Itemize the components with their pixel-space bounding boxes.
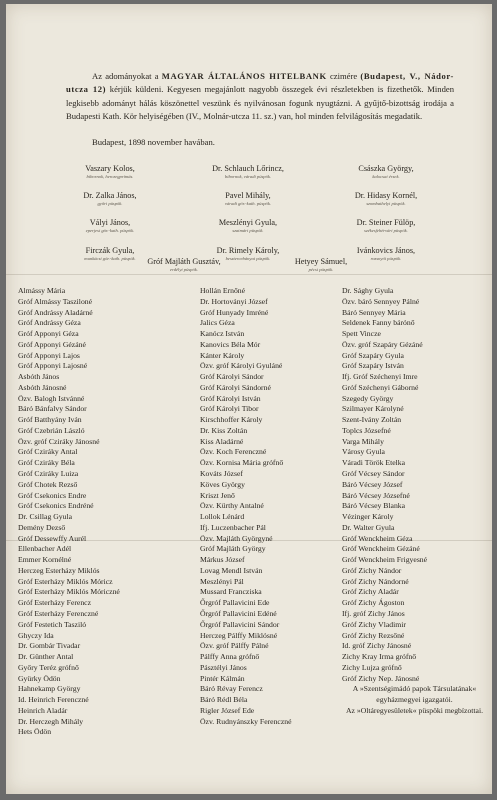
- donor-name: Mussard Francziska: [200, 587, 262, 597]
- donor-name: Gróf Esterházy Miklós Móricz: [18, 576, 113, 586]
- donor-name: Almássy Mária: [18, 286, 66, 295]
- signatory-name: Dr. Zalka János,: [83, 191, 137, 200]
- signatory-name: Pavel Mihály,: [225, 191, 271, 200]
- signatory-title: váradi gör.-kath. püspök.: [224, 201, 272, 206]
- donor-name: Gróf Károlyi Sándorné: [200, 382, 271, 392]
- donor-name: Özv. Kürthy Antalné: [200, 501, 264, 511]
- donor-name: Dr. Csillag Gyula: [18, 512, 73, 522]
- donor-name: Báró Vécsey Józsefné: [342, 490, 410, 500]
- donor-name: Dr. Gombár Tivadar: [18, 641, 81, 651]
- donor-name: Városy Gyula: [342, 447, 385, 457]
- signatory-title: bibornok, váradi püspök.: [224, 174, 272, 179]
- donor-name: Gyürky Ödön: [18, 673, 61, 683]
- donor-name: Özv. gróf Szapáry Gézáné: [342, 339, 423, 349]
- donor-name: Őrgróf Pallavicini Sándor: [200, 619, 280, 629]
- donor-name: Pásztélyi János: [200, 662, 247, 672]
- donor-name: Szent-Ivány Zoltán: [342, 415, 402, 425]
- donor-name: Varga Mihály: [342, 436, 384, 446]
- signatory-title: székesfehérvári püspök.: [364, 228, 408, 233]
- fold-crease: [6, 274, 492, 275]
- donor-name: Gróf Festetich Tasziló: [18, 619, 87, 629]
- signatory-title: besztercebányai püspök.: [225, 256, 271, 261]
- donor-name: Demény Dezső: [18, 522, 66, 532]
- donor-name: Kanovics Béla Mór: [200, 339, 261, 349]
- signatory: [40, 164, 180, 180]
- donor-name: Dr. Günther Antal: [18, 652, 74, 662]
- donor-name: Zichy Lujza grófnő: [342, 662, 402, 672]
- donor-name: Gróf Chotek Rezső: [18, 479, 78, 489]
- donor-name: Özv. gróf Cziráky Jánosné: [18, 436, 100, 446]
- donor-name: Gróf Wenckheim Gézáné: [342, 544, 420, 554]
- donor-name: Gróf Dessewffy Aurél: [18, 533, 87, 543]
- donor-name: Gróf Cziráky Béla: [18, 458, 75, 468]
- signatory: [40, 191, 180, 207]
- donor-name: Özv. Koch Ferenczné: [200, 447, 267, 457]
- donor-name: Gróf Esterházy Miklós Móriczné: [18, 587, 120, 597]
- donor-name: Ghyczy Ida: [18, 630, 54, 640]
- donor-name: Őrgróf Pallavicini Ede: [200, 598, 270, 608]
- donor-name: Gróf Károlyi István: [200, 393, 261, 403]
- signatory: [251, 257, 391, 273]
- donor-name: Kiss Aladárné: [200, 436, 244, 446]
- donor-name: Gróf Szapáry Gyula: [342, 350, 404, 360]
- donor-name: Herczeg Pálffy Miklósné: [200, 630, 278, 640]
- signatory-name: Firczák Gyula,: [85, 246, 135, 255]
- signatory-name: Hetyey Sámuel,: [294, 257, 348, 266]
- signatory-name: Meszlényi Gyula,: [218, 218, 278, 227]
- donor-name: Dr. Sághy Gyula: [342, 286, 394, 295]
- document-page: [6, 4, 492, 794]
- donor-name: Gróf Zichy Vladimir: [342, 619, 406, 629]
- donor-name: Gróf Zichy Nándorné: [342, 576, 409, 586]
- donor-name: Jalics Géza: [200, 318, 235, 328]
- donor-name: Gróf Batthyány Iván: [18, 415, 82, 425]
- signatory-title: kalocsai érsek.: [372, 174, 400, 179]
- bank-name: MAGYAR ÁLTALÁNOS HITELBANK: [161, 71, 327, 81]
- donor-name: Gróf Zichy Ágoston: [342, 598, 405, 608]
- signatory-title: pécsi püspök.: [308, 267, 334, 272]
- signatory: [178, 164, 318, 180]
- signatory-name: Császka György,: [358, 164, 414, 173]
- signatory-name: Dr. Hidasy Kornél,: [354, 191, 418, 200]
- donor-name: Gróf Majláth György: [200, 544, 266, 554]
- donor-name: Gróf Apponyi Géza: [18, 329, 79, 339]
- donor-name: Győry Teréz grófnő: [18, 662, 79, 672]
- donor-name: Szilmayer Károlyné: [342, 404, 404, 414]
- donor-name: Gróf Almássy Tasziloné: [18, 296, 93, 306]
- donor-name: Kováts József: [200, 469, 243, 479]
- donor-name: Gróf Esterházy Ferencz: [18, 598, 91, 608]
- donor-name: Gróf Czebrián László: [18, 425, 85, 435]
- donor-name: Gróf Wenckheim Géza: [342, 533, 413, 543]
- donor-name: Kriszt Jenő: [200, 490, 235, 500]
- signatory-title: szombathelyi püspök.: [366, 201, 406, 206]
- appeal-text: Az adományokat a: [92, 71, 159, 81]
- signatory: [316, 218, 456, 234]
- signatory: [178, 218, 318, 234]
- signatory-name: Gróf Majláth Gusztáv,: [147, 257, 221, 266]
- donor-name: Gróf Károlyi Sándor: [200, 372, 264, 382]
- donor-name: Gróf Cziráky Luiza: [18, 469, 79, 479]
- donor-name: Toplcs Józsefné: [342, 425, 391, 435]
- donor-name: Özv. gróf Pálffy Pálné: [200, 641, 269, 651]
- donor-name: Őrgróf Pallavicini Edéné: [200, 608, 277, 618]
- donor-name: Gróf Széchenyi Gáborné: [342, 382, 419, 392]
- donor-name: Kánter Károly: [200, 350, 245, 360]
- donor-name: Gróf Csekonics Endréné: [18, 501, 94, 511]
- signatory-name: Dr. Steiner Fülöp,: [356, 218, 416, 227]
- signatory-name: Dr. Rimely Károly,: [216, 246, 280, 255]
- donor-name: Asbóth János: [18, 372, 60, 382]
- donor-name: Báró Bánfalvy Sándor: [18, 404, 87, 414]
- signatory: [178, 191, 318, 207]
- donor-name: Gróf Apponyi Gézáné: [18, 339, 86, 349]
- donor-name: Gróf Zichy Rezsőné: [342, 630, 405, 640]
- donor-name: Dr. Herczegh Mihály: [18, 716, 84, 726]
- donor-name: Özv. Kornisa Mária grófnő: [200, 458, 284, 468]
- signatory: [114, 257, 254, 273]
- donor-name: Gróf Csekonics Endre: [18, 490, 87, 500]
- donor-name: Gróf Esterházy Ferenczné: [18, 608, 99, 618]
- signatory-name: Vaszary Kolos,: [85, 164, 135, 173]
- donor-name: Lovag Mendl István: [200, 565, 263, 575]
- donor-name: Spett Vincze: [342, 329, 381, 339]
- donor-column-3: [342, 286, 487, 717]
- donor-name: Özv. Rudnyánszky Ferenczné: [200, 716, 292, 726]
- donor-name: Gróf Apponyi Lajosné: [18, 361, 88, 371]
- donor-name: Hollán Ernőné: [200, 286, 246, 295]
- donor-name: Vézinger Károly: [342, 512, 394, 522]
- signatory: [316, 164, 456, 180]
- signatory-title: erdélyi püspök.: [170, 267, 198, 272]
- appeal-paragraph: [66, 70, 454, 124]
- donor-name: Ellenbacher Adél: [18, 544, 72, 554]
- donor-name: Báró Rédl Béla: [200, 695, 248, 705]
- donor-name: Köves György: [200, 479, 245, 489]
- donor-name: Özv. Majláth Györgyné: [200, 533, 273, 543]
- donor-name: Váradi Török Etelka: [342, 458, 406, 468]
- donor-name: Meszlényi Pál: [200, 576, 244, 586]
- signatory-title: rozsnyói püspök.: [370, 256, 402, 261]
- donor-name: Dr. Hortoványi József: [200, 296, 268, 306]
- donor-name: Ifj. gróf Zichy János: [342, 608, 405, 618]
- donor-name: Gróf Apponyi Lajos: [18, 350, 80, 360]
- donor-name: Báró Révay Ferencz: [200, 684, 263, 694]
- donor-name: Lollok Lénárd: [200, 512, 245, 522]
- donor-name: Gróf Andrássy Aladárné: [18, 307, 93, 317]
- signatory-title: munkácsi gör.-kath. püspök.: [84, 256, 136, 261]
- donor-name: Ifj. Gróf Széchenyi Imre: [342, 372, 418, 382]
- donor-name: Báró Sennyey Mária: [342, 307, 406, 317]
- donor-name: Dr. Walter Gyula: [342, 522, 395, 532]
- donor-column-1: [18, 286, 120, 738]
- donor-name: Gróf Szapáry István: [342, 361, 404, 371]
- donor-name: Gróf Zichy Aladár: [342, 587, 399, 597]
- donor-name: Özv. báró Sennyey Pálné: [342, 296, 420, 306]
- donor-name: Márkus József: [200, 555, 245, 565]
- appeal-text: czimére: [329, 71, 358, 81]
- donor-name: Özv. Balogh Istvánné: [18, 393, 85, 403]
- donor-name: Gróf Vécsey Sándor: [342, 469, 405, 479]
- donor-name: Gróf Zichy Nándor: [342, 565, 402, 575]
- donor-name: Szegedy György: [342, 393, 394, 403]
- donor-name: Herczeg Esterházy Miklós: [18, 565, 100, 575]
- donor-name: Heinrich Aladár: [18, 705, 68, 715]
- signatory-name: Ivánkovics János,: [356, 246, 416, 255]
- donor-name: Gróf Károlyi Tibor: [200, 404, 259, 414]
- appeal-date: Budapest, 1898 november havában.: [92, 137, 215, 147]
- donor-name: Gróf Hunyady Imréné: [200, 307, 269, 317]
- donor-name: Özv. gróf Károlyi Gyuláné: [200, 361, 283, 371]
- donor-name: Pintér Kálmán: [200, 673, 245, 683]
- signatory-title: eperjesi gör.-kath. püspök.: [85, 228, 135, 233]
- signatory: [316, 191, 456, 207]
- donor-name: Gróf Zichy Nep. Jánosné: [342, 673, 420, 683]
- donor-name: Kanócz István: [200, 329, 245, 339]
- donor-name: Asbóth Jánosné: [18, 382, 67, 392]
- donor-note: Az »Oltáregyesületek« püspöki megbízottai.: [345, 705, 484, 715]
- donor-name: Báró Vécsey Blanka: [342, 501, 406, 511]
- donor-name: Báró Vécsey József: [342, 479, 403, 489]
- donor-name: Kirschhoffer Károly: [200, 415, 263, 425]
- bank-address: (Budapest, V., Nádor-utcza 12): [66, 71, 454, 95]
- donor-name: Gróf Andrássy Géza: [18, 318, 81, 328]
- donor-name: Gróf Wenckheim Frigyesné: [342, 555, 428, 565]
- donor-name: Hets Ödön: [18, 727, 52, 737]
- donor-note: A »Szentségimádó papok Társulatának« egyházmegyei igazgatói.: [352, 684, 477, 705]
- signatory-title: győri püspök.: [97, 201, 123, 206]
- donor-name: Id. gróf Zichy Jánosné: [342, 641, 412, 651]
- signatory-title: szatmári püspök.: [232, 228, 264, 233]
- signatory: [40, 218, 180, 234]
- donor-name: Dr. Kiss Zoltán: [200, 425, 248, 435]
- donor-name: Hahnekamp György: [18, 684, 81, 694]
- appeal-text: kérjük küldeni. Kegyesen megajánlott nagyobb összegek évi részletekben is fizethetők. Minden legkisebb adományt hálás köszönettel veszünk és nyilvánosan fogunk nyugtázni. A gyűjtő-bizottság irodája a Budapesti Kath. Kör helyiségében (IV., Molnár-utcza 11. sz.) van, hol minden felvilágosítás megadatik.: [66, 84, 454, 122]
- donor-name: Ifj. Luczenbacher Pál: [200, 522, 266, 532]
- donor-name: Pálffy Anna grófnő: [200, 652, 260, 662]
- donor-name: Gróf Cziráky Antal: [18, 447, 78, 457]
- donor-name: Seldenek Fanny bárónő: [342, 318, 415, 328]
- donor-name: Id. Heinrich Ferenczné: [18, 695, 89, 705]
- signatory-name: Vályi János,: [89, 218, 131, 227]
- signatory-name: Dr. Schlauch Lőrincz,: [212, 164, 284, 173]
- donor-name: Zichy Kray Irma grófnő: [342, 652, 417, 662]
- signatory-title: bibornok, herczegprímás.: [86, 174, 134, 179]
- donor-name: Rigler József Ede: [200, 705, 255, 715]
- donor-name: Emmer Kornélné: [18, 555, 72, 565]
- donor-column-2: [200, 286, 292, 727]
